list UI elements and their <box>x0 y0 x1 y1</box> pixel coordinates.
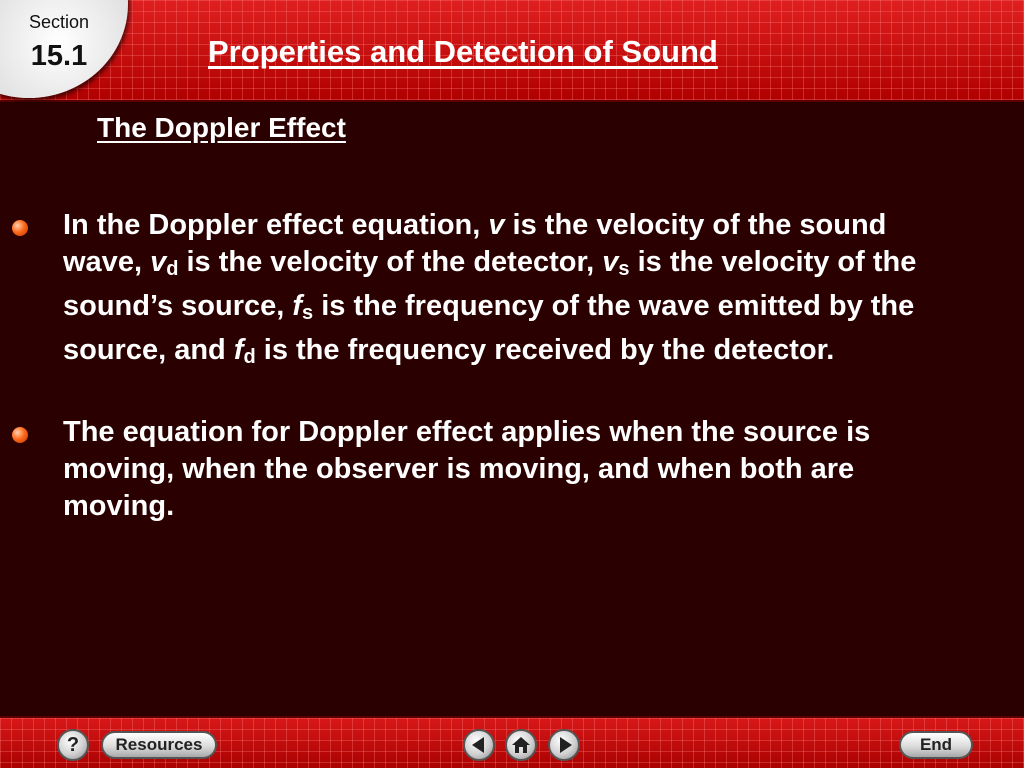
bullet-text: is the frequency received by the detector. <box>255 334 835 366</box>
bullet-text: is the frequency of the wave emitted by the source, and <box>63 290 915 366</box>
question-icon: ? <box>66 734 80 756</box>
bullet-text: The equation for Doppler effect applies when the source is moving, when the observer is moving, and when both are moving. <box>63 416 871 522</box>
variable-vd: v <box>150 246 167 278</box>
arrow-left-icon <box>472 737 484 753</box>
bullet-dot-icon <box>12 220 28 236</box>
footer-bar <box>0 716 1024 768</box>
section-number: 15.1 <box>30 40 88 72</box>
subheading: The Doppler Effect <box>97 112 346 143</box>
subscript-d: d <box>243 346 256 368</box>
subscript-s: s <box>618 258 630 280</box>
variable-fs: f <box>292 290 303 322</box>
section-label: Section <box>28 12 90 32</box>
resources-button[interactable]: Resources <box>101 731 217 759</box>
bullet-item-equation-terms <box>0 207 963 376</box>
bullet-text: is the velocity of the sound’s source, <box>63 246 917 322</box>
bullet-text: is the velocity of the sound wave, <box>63 209 887 278</box>
home-icon <box>511 736 531 754</box>
previous-button[interactable] <box>463 729 495 761</box>
header-bar <box>0 0 1024 102</box>
end-button[interactable]: End <box>899 731 973 759</box>
home-button[interactable] <box>505 729 537 761</box>
bullet-dot-icon <box>12 427 28 443</box>
page-title: Properties and Detection of Sound <box>208 34 718 69</box>
bullet-item-applies <box>0 414 963 525</box>
bullet-text: In the Doppler effect equation, <box>63 209 489 241</box>
bullet-list <box>0 207 1024 563</box>
variable-fd: f <box>233 334 244 366</box>
variable-vs: v <box>602 246 619 278</box>
subscript-d: d <box>166 258 179 280</box>
subscript-s: s <box>302 302 314 324</box>
next-button[interactable] <box>548 729 580 761</box>
variable-v: v <box>488 209 505 241</box>
bullet-text: is the velocity of the detector, <box>178 246 603 278</box>
help-button[interactable] <box>57 729 89 761</box>
arrow-right-icon <box>560 737 572 753</box>
